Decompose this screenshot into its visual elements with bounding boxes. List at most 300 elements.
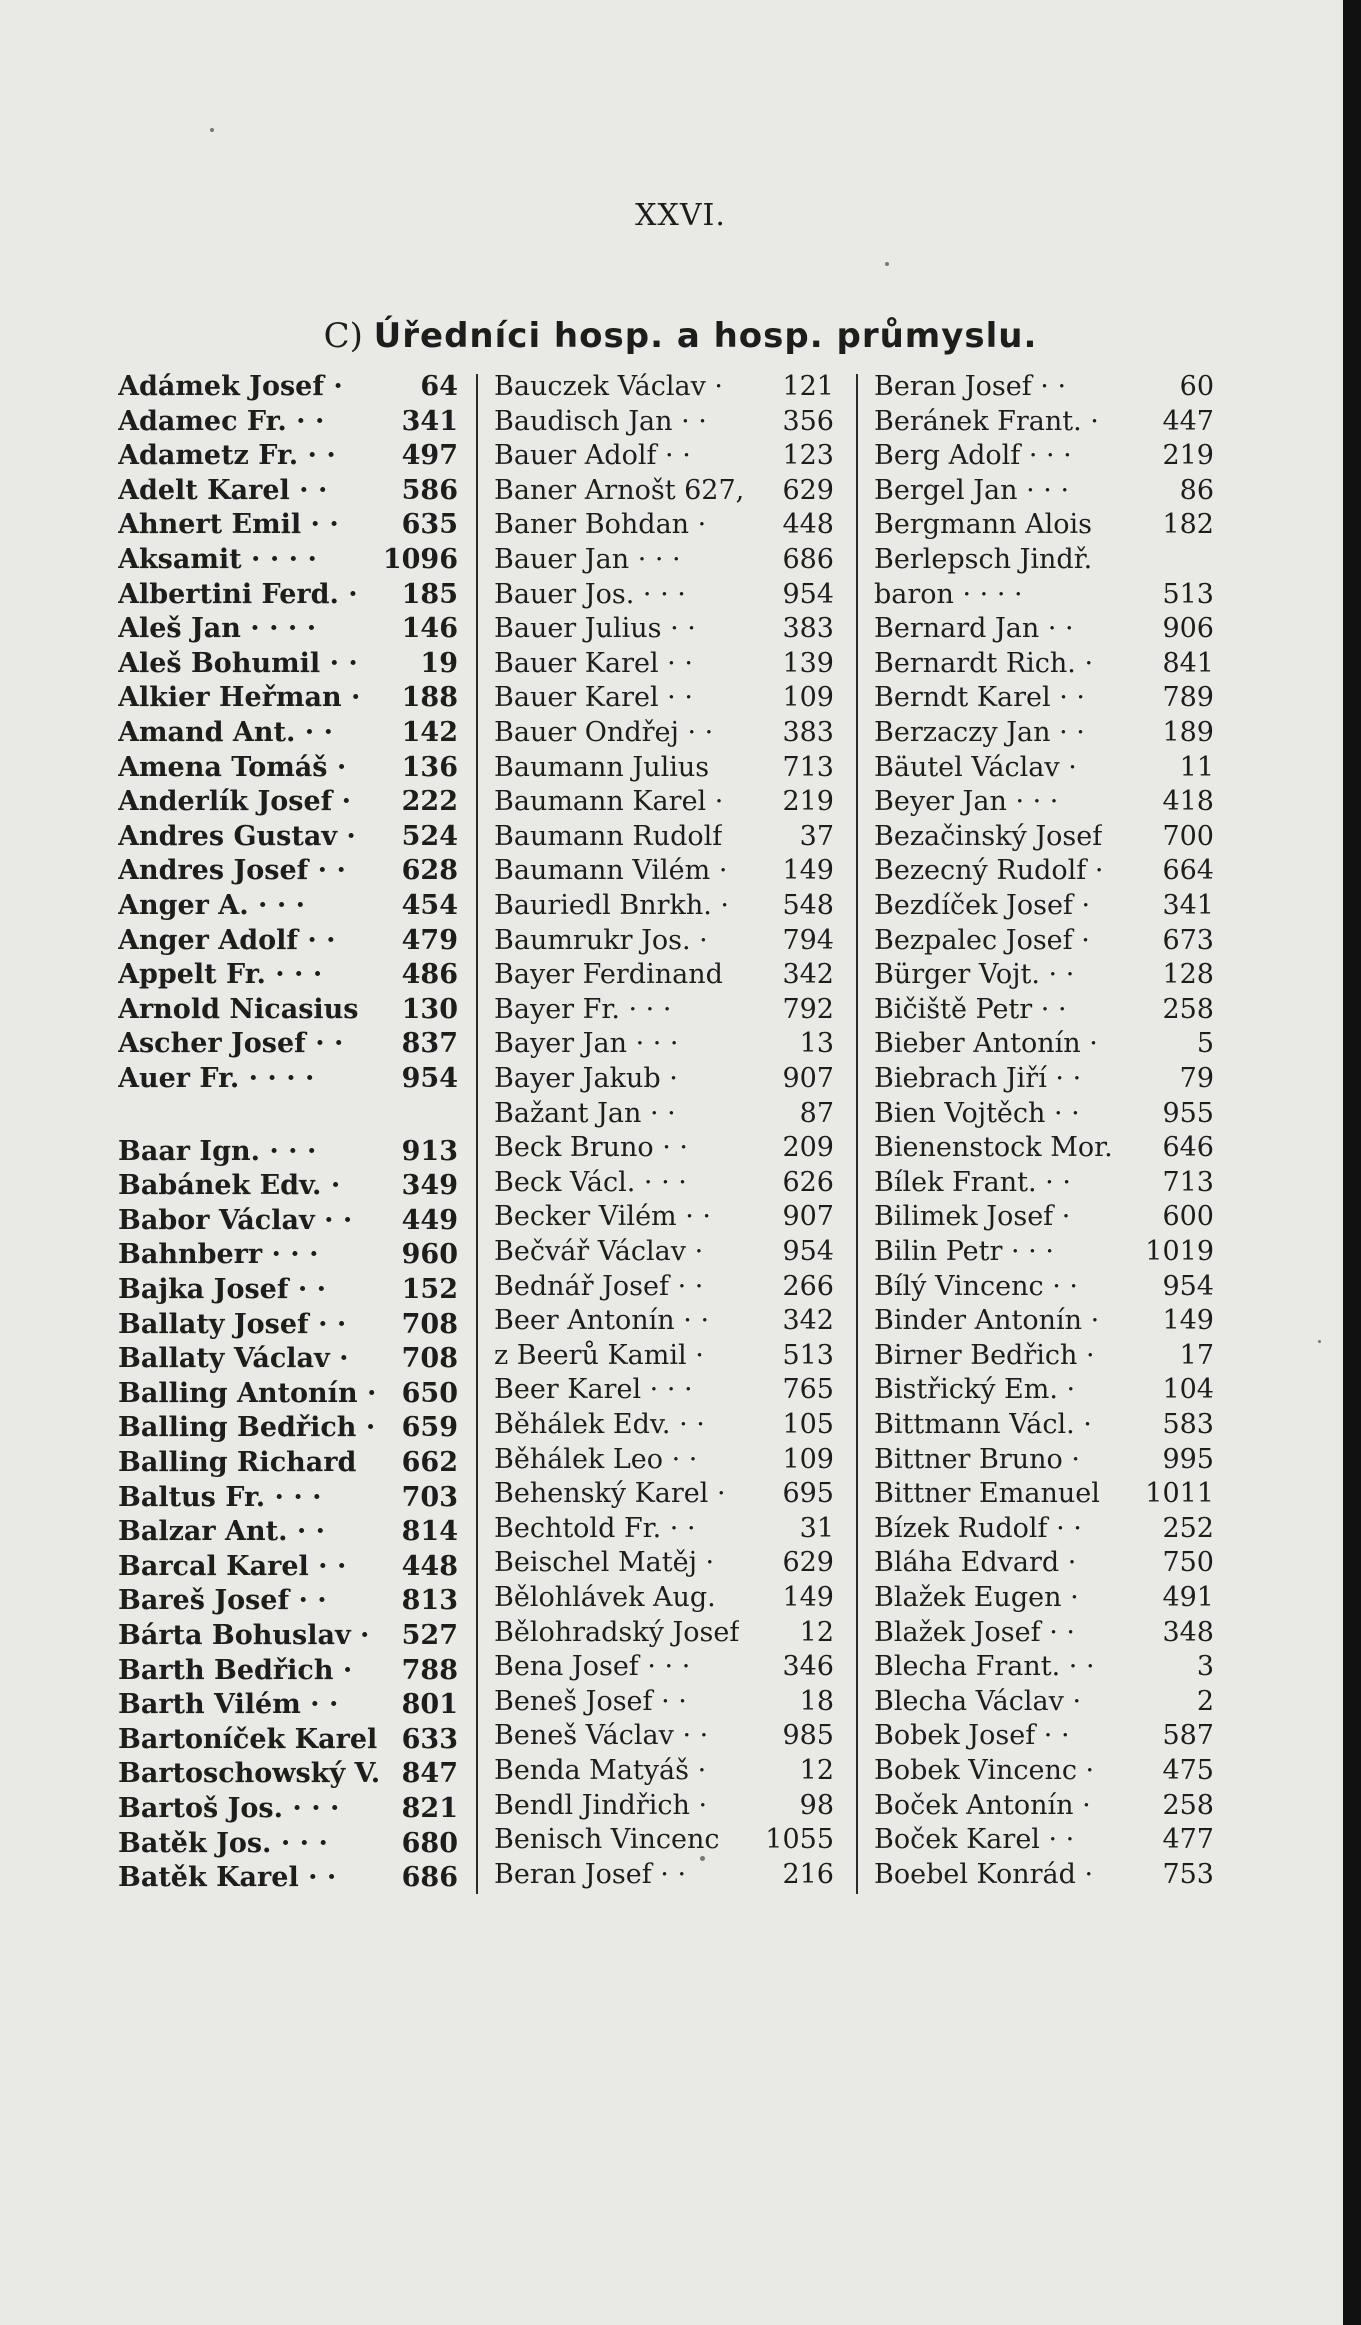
- entry-name: Bělohradský Josef: [494, 1616, 740, 1648]
- entry-page-number: 788: [401, 1654, 458, 1686]
- entry-page-number: 1096: [382, 544, 458, 575]
- entry-name: Adametz Fr. · ·: [118, 440, 336, 472]
- entry-name: Barcal Karel · ·: [118, 1550, 347, 1582]
- entry-page-number: 105: [782, 1409, 834, 1440]
- entry-name: Baner Arnošt 627,: [494, 474, 745, 506]
- entry-leader-dots: · ·: [669, 1270, 704, 1302]
- index-entry: [494, 1166, 834, 1200]
- index-entry: [874, 1131, 1214, 1165]
- index-entry: [874, 1546, 1214, 1580]
- entry-leader-dots: · ·: [678, 717, 714, 748]
- entry-page-number: 121: [782, 371, 834, 402]
- index-entry: [494, 1443, 834, 1477]
- entry-name: Andres Gustav ·: [118, 820, 356, 852]
- entry-page-number: 479: [401, 924, 458, 956]
- entry-leader-dots: ·: [1062, 1443, 1080, 1475]
- entry-leader-dots: · ·: [295, 717, 333, 748]
- entry-leader-dots: · ·: [658, 647, 693, 679]
- entry-name: Ballaty Josef · ·: [118, 1308, 347, 1340]
- index-entry: [494, 751, 834, 785]
- entry-page-number: 19: [420, 647, 458, 679]
- entry-page-number: 673: [1162, 924, 1214, 956]
- entry-page-number: 258: [1162, 993, 1214, 1025]
- index-entry: [118, 578, 458, 612]
- entry-leader-dots: ·: [1072, 890, 1091, 921]
- entry-name: Bienenstock Mor.: [874, 1132, 1113, 1164]
- entry-page-number: 985: [782, 1720, 834, 1752]
- index-entry: [874, 1097, 1214, 1131]
- entry-leader-dots: ·: [1082, 1305, 1100, 1337]
- entry-name: Beran Josef · ·: [494, 1858, 687, 1890]
- index-column-1: [118, 370, 458, 1900]
- entry-name: Adelt Karel · ·: [118, 474, 328, 506]
- entry-name: Bartoníček Karel: [118, 1723, 378, 1755]
- entry-leader-dots: · ·: [305, 1028, 344, 1060]
- entry-leader-dots: · ·: [300, 1689, 339, 1721]
- index-entry: [874, 1373, 1214, 1407]
- page-number: XXVI.: [635, 198, 726, 233]
- entry-name: Balling Richard: [118, 1447, 357, 1479]
- entry-page-number: 583: [1162, 1409, 1214, 1440]
- entry-page-number: 954: [782, 1236, 834, 1267]
- entry-leader-dots: ·: [337, 820, 356, 852]
- entry-page-number: 216: [782, 1858, 834, 1890]
- entry-leader-dots: ·: [711, 890, 729, 921]
- index-entry: [874, 854, 1214, 888]
- entry-leader-dots: · · ·: [1017, 474, 1070, 506]
- index-entry: [118, 716, 458, 750]
- index-entry: [118, 439, 458, 473]
- entry-name: Binder Antonín ·: [874, 1305, 1100, 1337]
- entry-page-number: 813: [401, 1585, 458, 1617]
- entry-page-number: 960: [401, 1239, 458, 1271]
- entry-name: Baumann Karel ·: [494, 786, 724, 818]
- index-entry: [494, 854, 834, 888]
- entry-leader-dots: ·: [332, 786, 352, 818]
- entry-leader-dots: · ·: [288, 1274, 327, 1306]
- entry-page-number: 79: [1179, 1063, 1214, 1094]
- index-entry: [494, 1512, 834, 1546]
- index-entry: [874, 1616, 1214, 1650]
- entry-page-number: 1019: [1145, 1236, 1214, 1267]
- entry-leader-dots: · · ·: [283, 1793, 340, 1825]
- entry-leader-dots: ·: [1075, 647, 1094, 679]
- index-entry: [494, 1339, 834, 1373]
- entry-name: Boček Karel · ·: [874, 1824, 1075, 1856]
- section-title-text: Úředníci hosp. a hosp. průmyslu.: [373, 316, 1038, 356]
- entry-page-number: 1055: [765, 1824, 834, 1856]
- entry-page-number: 708: [401, 1343, 458, 1375]
- entry-name: Andres Josef · ·: [118, 855, 346, 887]
- entry-page-number: 586: [401, 474, 458, 506]
- entry-name: Beck Bruno · ·: [494, 1132, 689, 1164]
- index-entry: [118, 854, 458, 888]
- entry-name: Bezpalec Josef ·: [874, 924, 1090, 956]
- index-entry: [874, 1512, 1214, 1546]
- index-entry: [118, 612, 458, 646]
- entry-page-number: 342: [782, 1305, 834, 1337]
- entry-page-number: 12: [799, 1755, 834, 1786]
- entry-page-number: 341: [1162, 890, 1214, 921]
- index-entry: [874, 647, 1214, 681]
- entry-name: Bartoš Jos. · · ·: [118, 1793, 340, 1825]
- entry-leader-dots: · · ·: [619, 993, 672, 1025]
- entry-name: Beer Karel · · ·: [494, 1374, 693, 1406]
- index-entry: [494, 439, 834, 473]
- index-entry: [874, 1754, 1214, 1788]
- index-entry: [118, 1861, 458, 1895]
- entry-page-number: 626: [782, 1166, 834, 1198]
- index-entry: [494, 474, 834, 508]
- entry-page-number: 87: [799, 1097, 834, 1129]
- entry-name: Berg Adolf · · ·: [874, 440, 1072, 472]
- entry-page-number: 847: [401, 1758, 458, 1790]
- index-entry: [874, 405, 1214, 439]
- index-entry: [118, 1308, 458, 1342]
- index-entry: [874, 1685, 1214, 1719]
- index-entry: [874, 681, 1214, 715]
- index-entry: [118, 1377, 458, 1411]
- index-entry: [118, 508, 458, 542]
- entry-page-number: 149: [782, 855, 834, 887]
- entry-name: Beer Antonín · ·: [494, 1305, 710, 1337]
- index-entry: [118, 1619, 458, 1653]
- entry-name: Babor Václav · ·: [118, 1204, 353, 1236]
- column-rule: [856, 374, 858, 1894]
- entry-page-number: 700: [1162, 820, 1214, 852]
- entry-page-number: 477: [1162, 1824, 1214, 1856]
- entry-leader-dots: ·: [1053, 1201, 1071, 1233]
- index-entry: [494, 1858, 834, 1892]
- entry-leader-dots: ·: [333, 1654, 353, 1686]
- entry-leader-dots: · ·: [289, 474, 328, 506]
- entry-page-number: 486: [401, 959, 458, 991]
- entry-leader-dots: ·: [1072, 924, 1090, 956]
- index-entry: [874, 1166, 1214, 1200]
- entry-name: Bilimek Josef ·: [874, 1201, 1071, 1233]
- index-entry: [494, 1408, 834, 1442]
- entry-leader-dots: ·: [1074, 1409, 1092, 1440]
- entry-name: Bartoschowský V.: [118, 1758, 381, 1790]
- entry-name: Bezdíček Josef ·: [874, 890, 1091, 921]
- entry-page-number: 954: [401, 1063, 458, 1094]
- entry-name: baron · · · ·: [874, 578, 1023, 610]
- entry-leader-dots: ·: [1059, 751, 1077, 783]
- entry-page-number: 907: [782, 1201, 834, 1233]
- entry-leader-dots: · ·: [308, 1308, 347, 1340]
- entry-name: Berzaczy Jan · ·: [874, 717, 1085, 748]
- entry-leader-dots: ·: [1080, 1028, 1098, 1060]
- entry-page-number: 349: [401, 1170, 458, 1202]
- entry-page-number: 31: [799, 1512, 834, 1544]
- entry-name: Bauriedl Bnrkh. ·: [494, 890, 729, 921]
- entry-page-number: 491: [1162, 1582, 1214, 1613]
- index-entry: [494, 716, 834, 750]
- entry-name: Bien Vojtěch · ·: [874, 1097, 1080, 1129]
- entry-name: Baumann Julius: [494, 751, 710, 783]
- entry-name: Bauer Ondřej · ·: [494, 717, 714, 748]
- index-entry: [494, 1235, 834, 1269]
- entry-page-number: 524: [401, 820, 458, 852]
- index-entry: [494, 578, 834, 612]
- entry-page-number: 841: [1162, 647, 1214, 679]
- index-entry: [494, 1616, 834, 1650]
- entry-name: Bäutel Václav ·: [874, 751, 1077, 783]
- entry-name: Bobek Josef · ·: [874, 1720, 1070, 1752]
- entry-name: Becker Vilém · ·: [494, 1201, 711, 1233]
- entry-page-number: 703: [401, 1481, 458, 1513]
- entry-page-number: 906: [1162, 613, 1214, 645]
- section-letter: C): [323, 316, 363, 356]
- entry-name: Bechtold Fr. · ·: [494, 1512, 696, 1544]
- entry-name: Anger A. · · ·: [118, 890, 306, 921]
- entry-leader-dots: ·: [710, 855, 728, 887]
- entry-page-number: 189: [1162, 717, 1214, 748]
- entry-leader-dots: · ·: [674, 1305, 710, 1337]
- entry-page-number: 3: [1196, 1651, 1214, 1683]
- index-entry: [874, 508, 1214, 542]
- entry-name: Beran Josef · ·: [874, 371, 1067, 402]
- index-entry: [494, 924, 834, 958]
- index-entry: [874, 370, 1214, 404]
- entry-name: Bláha Edvard ·: [874, 1547, 1077, 1579]
- entry-name: Bayer Jakub ·: [494, 1063, 678, 1094]
- entry-name: Baumann Rudolf: [494, 820, 723, 852]
- entry-leader-dots: ·: [350, 1620, 370, 1652]
- index-entry: [118, 1342, 458, 1376]
- entry-name: Adamec Fr. · ·: [118, 405, 325, 437]
- entry-page-number: 497: [401, 440, 458, 472]
- entry-leader-dots: · ·: [641, 1097, 676, 1129]
- index-entry: [494, 1789, 834, 1823]
- index-entry: [118, 681, 458, 715]
- entry-name: Alkier Heřman ·: [118, 682, 361, 714]
- entry-page-number: 750: [1162, 1547, 1214, 1579]
- entry-leader-dots: · · ·: [262, 1239, 319, 1271]
- entry-name: Bieber Antonín ·: [874, 1028, 1098, 1060]
- entry-page-number: 209: [782, 1132, 834, 1164]
- entry-page-number: 955: [1162, 1097, 1214, 1129]
- entry-leader-dots: ·: [1077, 1339, 1095, 1371]
- index-entry: [494, 1304, 834, 1338]
- entry-name: Balling Antonín ·: [118, 1377, 377, 1409]
- index-entry: [494, 370, 834, 404]
- entry-page-number: 185: [401, 578, 458, 610]
- entry-leader-dots: ·: [688, 1755, 707, 1786]
- index-entry: [118, 1273, 458, 1307]
- index-entry: [874, 993, 1214, 1027]
- entry-name: Birner Bedřich ·: [874, 1339, 1095, 1371]
- index-entry: [118, 1827, 458, 1861]
- entry-page-number: 662: [401, 1447, 458, 1479]
- entry-page-number: 64: [420, 371, 458, 402]
- entry-page-number: 123: [782, 440, 834, 472]
- entry-leader-dots: ·: [705, 371, 723, 402]
- index-entry: [874, 1443, 1214, 1477]
- entry-name: Bezačinský Josef: [874, 820, 1103, 852]
- entry-page-number: 995: [1162, 1443, 1214, 1475]
- entry-name: Behenský Karel ·: [494, 1478, 726, 1510]
- index-entry: [874, 889, 1214, 923]
- entry-name: Ascher Josef · ·: [118, 1028, 344, 1060]
- entry-page-number: 680: [401, 1827, 458, 1859]
- index-entry: [874, 1477, 1214, 1511]
- entry-leader-dots: · · ·: [248, 890, 306, 921]
- index-entry: [118, 1550, 458, 1584]
- index-entry: [494, 1719, 834, 1753]
- column-rule: [476, 374, 478, 1894]
- index-entry: [494, 1270, 834, 1304]
- index-entry: [874, 1581, 1214, 1615]
- scan-speck: [700, 1856, 705, 1861]
- entry-name: Bečvář Václav ·: [494, 1236, 704, 1267]
- entry-leader-dots: · ·: [658, 682, 693, 714]
- entry-name: Bažant Jan · ·: [494, 1097, 676, 1129]
- index-entry: [118, 1204, 458, 1238]
- entry-leader-dots: ·: [708, 1478, 726, 1510]
- entry-name: Blažek Josef · ·: [874, 1616, 1075, 1648]
- entry-leader-dots: · · ·: [634, 578, 686, 610]
- entry-name: Boček Antonín ·: [874, 1789, 1091, 1821]
- entry-page-number: 449: [401, 1204, 458, 1236]
- entry-leader-dots: · ·: [661, 1512, 696, 1544]
- index-entry: [494, 1685, 834, 1719]
- entry-page-number: 513: [782, 1339, 834, 1371]
- entry-leader-dots: · · ·: [626, 1028, 679, 1060]
- entry-name: Bílý Vincenc · ·: [874, 1270, 1078, 1302]
- entry-page-number: 713: [1162, 1166, 1214, 1198]
- entry-leader-dots: · ·: [297, 924, 336, 956]
- entry-page-number: 600: [1162, 1201, 1214, 1233]
- entry-name: Barth Bedřich ·: [118, 1654, 353, 1686]
- entry-name: Blažek Eugen ·: [874, 1582, 1079, 1613]
- entry-name: Bělohlávek Aug.: [494, 1582, 716, 1613]
- entry-leader-dots: · ·: [673, 1720, 709, 1752]
- index-entry: [494, 1477, 834, 1511]
- entry-leader-dots: ·: [1057, 1374, 1076, 1406]
- entry-page-number: 794: [782, 924, 834, 956]
- entry-leader-dots: · · ·: [635, 1166, 687, 1198]
- index-entry: [494, 958, 834, 992]
- entry-page-number: 686: [782, 544, 834, 575]
- entry-name: Albertini Ferd. ·: [118, 578, 358, 610]
- index-entry: [118, 1757, 458, 1791]
- entry-page-number: 348: [1162, 1616, 1214, 1648]
- entry-page-number: 13: [799, 1028, 834, 1060]
- entry-leader-dots: · ·: [1050, 682, 1085, 714]
- index-entry: [118, 1135, 458, 1169]
- entry-leader-dots: ·: [341, 682, 361, 714]
- entry-leader-dots: ·: [356, 1412, 376, 1444]
- entry-name: Blecha Frant. · ·: [874, 1651, 1095, 1683]
- entry-name: z Beerů Kamil ·: [494, 1339, 704, 1371]
- entry-page-number: 954: [782, 578, 834, 610]
- entry-name: Beneš Josef · ·: [494, 1685, 687, 1717]
- index-entry: [874, 1339, 1214, 1373]
- entry-page-number: 136: [401, 751, 458, 783]
- entry-page-number: 753: [1162, 1858, 1214, 1890]
- index-entry: [118, 751, 458, 785]
- index-entry: [118, 474, 458, 508]
- entry-page-number: 664: [1162, 855, 1214, 887]
- index-entry: [118, 543, 458, 577]
- entry-page-number: 646: [1162, 1132, 1214, 1164]
- entry-leader-dots: · ·: [670, 1409, 705, 1440]
- entry-name: Bobek Vincenc ·: [874, 1755, 1095, 1786]
- entry-name: Bilin Petr · · ·: [874, 1236, 1054, 1267]
- index-entry: [494, 1027, 834, 1061]
- entry-leader-dots: · · ·: [1020, 440, 1072, 472]
- index-entry: [874, 1789, 1214, 1823]
- entry-page-number: 342: [782, 959, 834, 991]
- entry-leader-dots: ·: [323, 371, 343, 402]
- entry-page-number: 258: [1162, 1789, 1214, 1821]
- entry-name: Bendl Jindřich ·: [494, 1789, 708, 1821]
- entry-page-number: 475: [1162, 1755, 1214, 1786]
- index-entry: [494, 543, 834, 577]
- index-entry: [874, 474, 1214, 508]
- entry-name: Bajka Josef · ·: [118, 1274, 327, 1306]
- entry-page-number: 104: [1162, 1374, 1214, 1406]
- entry-name: Bernardt Rich. ·: [874, 647, 1094, 679]
- entry-name: Bezecný Rudolf ·: [874, 855, 1104, 887]
- entry-leader-dots: · · ·: [271, 1827, 328, 1859]
- entry-leader-dots: ·: [1081, 405, 1099, 437]
- entry-name: Bílek Frant. · ·: [874, 1166, 1071, 1198]
- entry-name: Bistřický Em. ·: [874, 1374, 1076, 1406]
- entry-leader-dots: · ·: [1039, 959, 1075, 991]
- index-entry: [494, 1097, 834, 1131]
- entry-name: Balzar Ant. · ·: [118, 1516, 326, 1548]
- entry-name: Batěk Jos. · · ·: [118, 1827, 328, 1859]
- entry-page-number: 765: [782, 1374, 834, 1406]
- entry-page-number: 2: [1196, 1685, 1214, 1717]
- entry-name: Baar Ign. · · ·: [118, 1135, 317, 1167]
- entry-page-number: 708: [401, 1308, 458, 1340]
- entry-name: Bauczek Václav ·: [494, 371, 723, 402]
- entry-name: Bauer Julius · ·: [494, 613, 696, 645]
- entry-name: Bergel Jan · · ·: [874, 474, 1070, 506]
- index-column-3: [874, 370, 1214, 1900]
- entry-name: Aleš Jan · · · ·: [118, 613, 317, 645]
- entry-name: Berndt Karel · ·: [874, 682, 1085, 714]
- entry-leader-dots: ·: [686, 1236, 704, 1267]
- index-entry: [118, 1411, 458, 1445]
- entry-leader-dots: · ·: [287, 1516, 326, 1548]
- entry-leader-dots: · · ·: [629, 544, 681, 575]
- entry-leader-dots: · ·: [308, 1550, 347, 1582]
- index-entry: [494, 1650, 834, 1684]
- entry-page-number: 454: [401, 890, 458, 921]
- entry-leader-dots: ·: [690, 924, 708, 956]
- entry-page-number: 954: [1162, 1270, 1214, 1302]
- index-entry: [494, 1581, 834, 1615]
- entry-page-number: 356: [782, 405, 834, 437]
- index-entry: [118, 1481, 458, 1515]
- entry-page-number: 17: [1179, 1339, 1214, 1371]
- index-entry: [118, 1515, 458, 1549]
- index-entry: [874, 578, 1214, 612]
- entry-leader-dots: · · ·: [638, 1651, 691, 1683]
- entry-leader-dots: · ·: [308, 855, 346, 887]
- entry-name: Bauer Adolf · ·: [494, 440, 691, 472]
- entry-leader-dots: ·: [1061, 1582, 1079, 1613]
- entry-name: Bareš Josef · ·: [118, 1585, 327, 1617]
- entry-leader-dots: · ·: [1060, 1651, 1095, 1683]
- entry-name: Blecha Václav ·: [874, 1685, 1082, 1717]
- entry-page-number: 37: [799, 820, 834, 852]
- entry-name: Appelt Fr. · · ·: [118, 959, 323, 991]
